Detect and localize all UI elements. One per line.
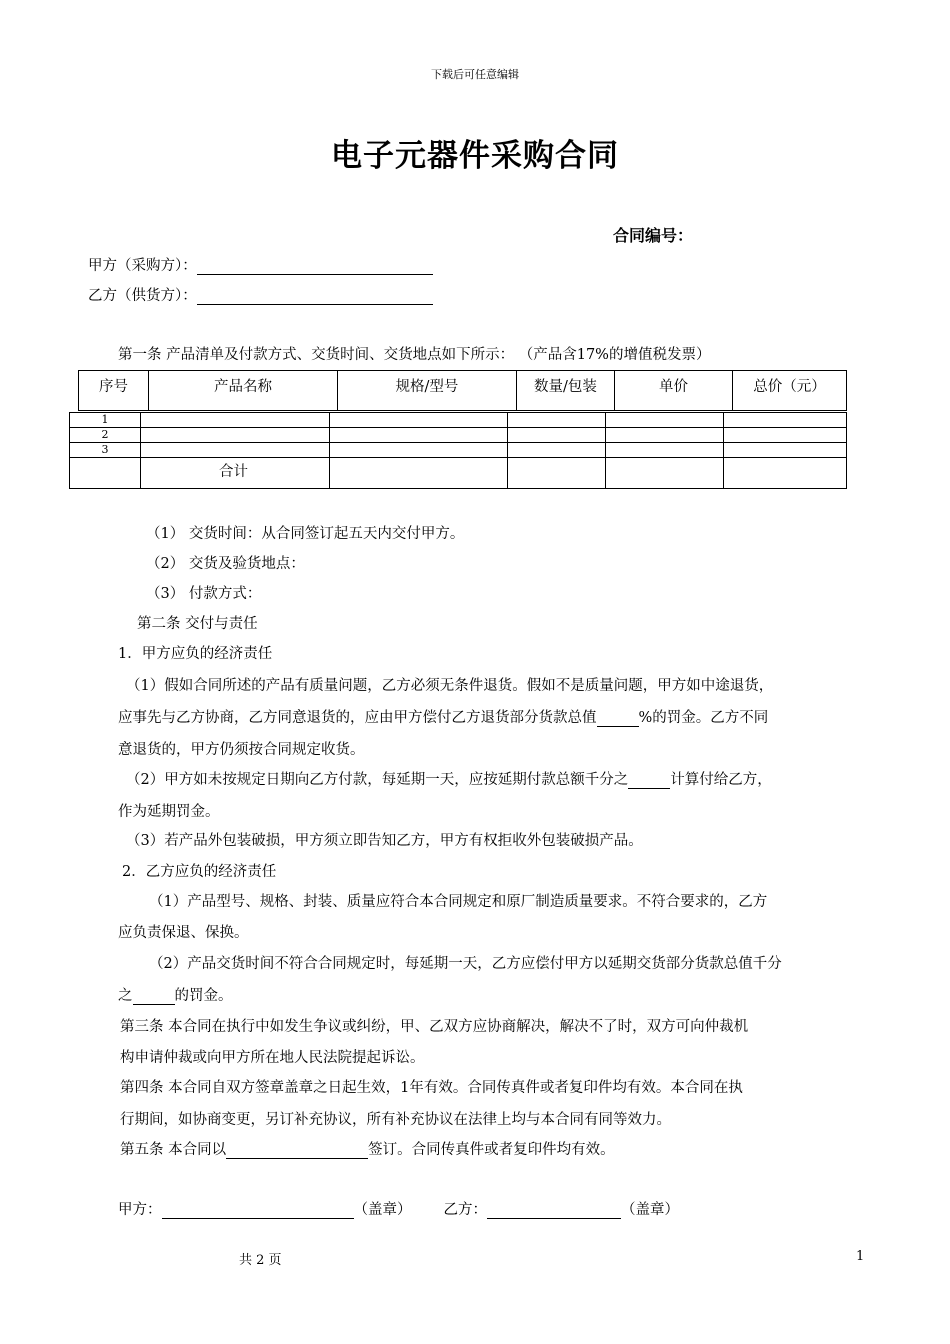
table-cell	[70, 458, 141, 489]
clause-a1-line2-text: 应事先与乙方协商，乙方同意退货的，应由甲方偿付乙方退货部分货款总值	[118, 710, 597, 726]
party-a-label: 甲方（采购方）：	[88, 258, 197, 274]
clause-a2-line1	[126, 768, 772, 789]
clause-b2-line2-text: 之	[118, 988, 133, 1004]
clause-b2-line2-tail: 的罚金。	[174, 988, 233, 1004]
header-cell-index: 序号	[79, 371, 149, 411]
article-5-text: 第五条 本合同以	[120, 1142, 227, 1158]
table-cell[interactable]	[141, 413, 330, 428]
seal-a-label: （盖章）	[353, 1202, 412, 1218]
table-cell[interactable]	[508, 443, 606, 458]
item-delivery-time: （1） 交货时间：从合同签订起五天内交付甲方。	[146, 526, 465, 542]
article-1-intro: 第一条 产品清单及付款方式、交货时间、交货地点如下所示： （产品含17%的增值税发票）	[118, 347, 711, 363]
header-cell-total-price: 总价（元）	[733, 371, 847, 411]
table-cell[interactable]	[606, 443, 724, 458]
page-total: 共 2 页	[239, 1253, 282, 1268]
sign-a-blank[interactable]	[162, 1202, 354, 1219]
clause-b2-line2	[118, 984, 233, 1005]
table-cell[interactable]	[724, 458, 847, 489]
clause-a1-line2	[118, 706, 768, 727]
article-5-line	[120, 1138, 615, 1159]
article-4-line1: 第四条 本合同自双方签章盖章之日起生效，1年有效。合同传真件或者复印件均有效。本合同在执	[120, 1080, 743, 1096]
total-row	[70, 458, 847, 489]
clause-a2-line1-tail: 计算付给乙方，	[670, 772, 772, 788]
seal-b-label: （盖章）	[621, 1202, 679, 1218]
signature-line	[118, 1198, 679, 1219]
table-cell[interactable]	[508, 413, 606, 428]
clause-a2-line2: 作为延期罚金。	[118, 804, 220, 820]
product-table-body	[69, 412, 847, 489]
section-2-title: 2．乙方应负的经济责任	[122, 864, 277, 880]
row-number-cell: 3	[70, 443, 141, 458]
table-cell[interactable]	[141, 428, 330, 443]
page-number: 1	[856, 1249, 865, 1264]
table-cell[interactable]	[606, 413, 724, 428]
sign-b-blank[interactable]	[487, 1202, 621, 1219]
header-cell-name: 产品名称	[149, 371, 338, 411]
clause-a3-line1: （3）若产品外包装破损，甲方须立即告知乙方，甲方有权拒收外包装破损产品。	[126, 833, 643, 849]
clause-b1-line2: 应负责保退、保换。	[118, 925, 249, 941]
table-cell[interactable]	[330, 413, 508, 428]
table-cell[interactable]	[330, 443, 508, 458]
article-3-line1: 第三条 本合同在执行中如发生争议或纠纷，甲、乙双方应协商解决，解决不了时，双方可向仲裁机	[120, 1019, 749, 1035]
party-b-blank[interactable]	[197, 288, 433, 305]
item-delivery-location: （2） 交货及验货地点：	[146, 556, 305, 572]
clause-a1-line1: （1）假如合同所述的产品有质量问题，乙方必须无条件退货。假如不是质量问题，甲方如中途退货，	[126, 678, 774, 694]
table-cell[interactable]	[606, 428, 724, 443]
table-cell[interactable]	[508, 458, 606, 489]
table-row	[70, 413, 847, 428]
party-a-blank[interactable]	[197, 258, 433, 275]
sign-a-label: 甲方：	[118, 1202, 162, 1218]
table-row	[70, 428, 847, 443]
row-number-cell: 1	[70, 413, 141, 428]
header-cell-spec: 规格/型号	[338, 371, 517, 411]
party-b-line	[88, 284, 433, 305]
product-table-header	[78, 370, 847, 411]
clause-a1-line3: 意退货的，甲方仍须按合同规定收货。	[118, 742, 365, 758]
party-a-line	[88, 254, 433, 275]
section-1-title: 1．甲方应负的经济责任	[118, 646, 273, 662]
header-cell-unit-price: 单价	[615, 371, 733, 411]
clause-b2-line1: （2）产品交货时间不符合合同规定时，每延期一天，乙方应偿付甲方以延期交货部分货款总值千分	[149, 956, 782, 972]
item-payment-method: （3） 付款方式：	[146, 586, 262, 602]
sign-b-label: 乙方：	[443, 1202, 487, 1218]
clause-a1-line2-tail: %的罚金。乙方不同	[638, 710, 769, 726]
article-3-line2: 构申请仲裁或向甲方所在地人民法院提起诉讼。	[120, 1050, 425, 1066]
signing-method-blank[interactable]	[226, 1142, 368, 1159]
table-cell[interactable]	[330, 428, 508, 443]
table-cell[interactable]	[508, 428, 606, 443]
table-cell[interactable]	[724, 443, 847, 458]
table-cell[interactable]	[330, 458, 508, 489]
row-number-cell: 2	[70, 428, 141, 443]
table-cell[interactable]	[724, 413, 847, 428]
table-cell[interactable]	[141, 443, 330, 458]
page-title: 电子元器件采购合同	[331, 138, 619, 174]
article-5-tail: 签订。合同传真件或者复印件均有效。	[368, 1142, 615, 1158]
table-row	[70, 443, 847, 458]
clause-a2-line1-text: （2）甲方如未按规定日期向乙方付款，每延期一天，应按延期付款总额千分之	[126, 772, 629, 788]
header-note: 下载后可任意编辑	[431, 68, 519, 81]
clause-b1-line1: （1）产品型号、规格、封装、质量应符合本合同规定和原厂制造质量要求。不符合要求的，乙方	[149, 894, 768, 910]
late-delivery-blank[interactable]	[133, 988, 175, 1005]
article-4-line2: 行期间，如协商变更，另订补充协议，所有补充协议在法律上均与本合同有同等效力。	[120, 1112, 671, 1128]
article-2-title: 第二条 交付与责任	[137, 616, 258, 632]
party-b-label: 乙方（供货方）：	[88, 288, 197, 304]
contract-number-label: 合同编号：	[613, 226, 694, 245]
refund-penalty-blank[interactable]	[597, 710, 639, 727]
table-cell[interactable]	[724, 428, 847, 443]
header-cell-qty: 数量/包装	[517, 371, 615, 411]
late-payment-blank[interactable]	[628, 772, 670, 789]
total-label-cell: 合计	[141, 458, 330, 489]
table-cell[interactable]	[606, 458, 724, 489]
